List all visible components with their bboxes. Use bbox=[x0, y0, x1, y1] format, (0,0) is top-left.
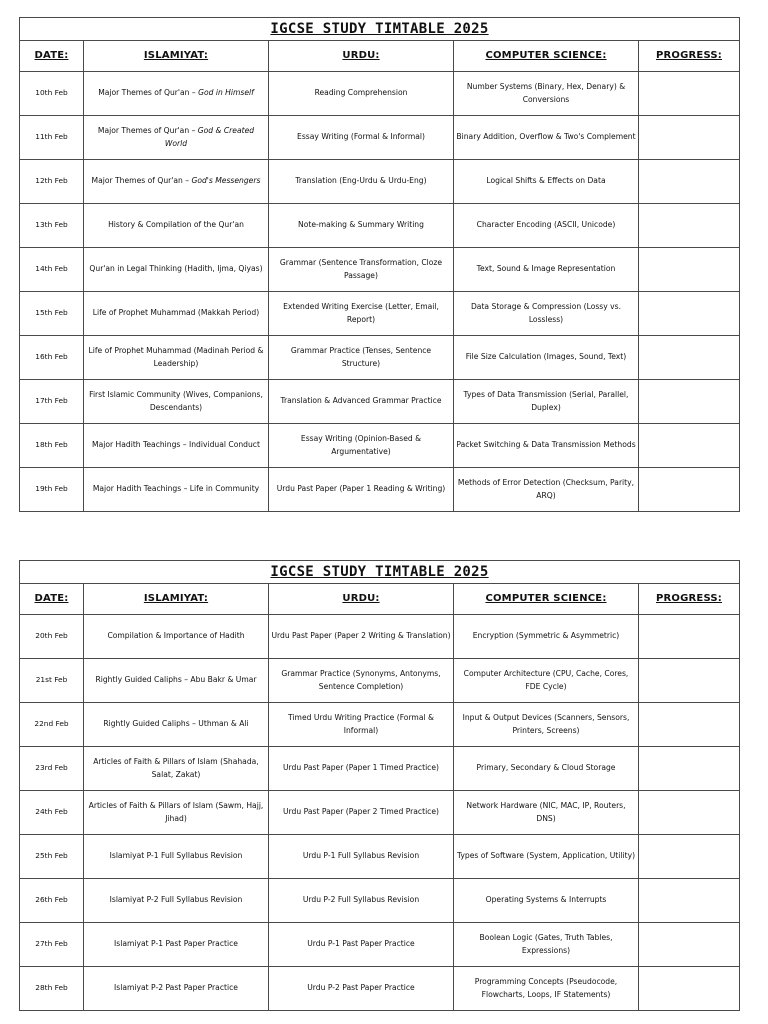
computer-science-cell: Data Storage & Compression (Lossy vs. Lossless) bbox=[454, 292, 639, 336]
islamiyat-header: ISLAMIYAT: bbox=[84, 584, 269, 615]
progress-cell[interactable] bbox=[639, 747, 740, 791]
islamiyat-topic: Islamiyat P-1 Full Syllabus Revision bbox=[109, 851, 243, 861]
date-cell: 19th Feb bbox=[20, 468, 84, 512]
computer-science-cell: Boolean Logic (Gates, Truth Tables, Expressions) bbox=[454, 923, 639, 967]
computer-science-cell: File Size Calculation (Images, Sound, Text) bbox=[454, 336, 639, 380]
table-row bbox=[20, 747, 740, 791]
progress-cell[interactable] bbox=[639, 204, 740, 248]
computer-science-cell: Binary Addition, Overflow & Two's Complement bbox=[454, 116, 639, 160]
islamiyat-cell bbox=[84, 380, 269, 424]
progress-cell[interactable] bbox=[639, 923, 740, 967]
table-row bbox=[20, 615, 740, 659]
islamiyat-cell bbox=[84, 336, 269, 380]
islamiyat-cell bbox=[84, 703, 269, 747]
progress-cell[interactable] bbox=[639, 659, 740, 703]
table-row bbox=[20, 424, 740, 468]
date-header: DATE: bbox=[20, 584, 84, 615]
computer-science-cell: Primary, Secondary & Cloud Storage bbox=[454, 747, 639, 791]
progress-cell[interactable] bbox=[639, 703, 740, 747]
table-row bbox=[20, 116, 740, 160]
computer-science-header: COMPUTER SCIENCE: bbox=[454, 41, 639, 72]
table-row bbox=[20, 879, 740, 923]
computer-science-cell: Network Hardware (NIC, MAC, IP, Routers, DNS) bbox=[454, 791, 639, 835]
progress-cell[interactable] bbox=[639, 160, 740, 204]
urdu-cell: Grammar Practice (Synonyms, Antonyms, Sentence Completion) bbox=[269, 659, 454, 703]
table-row bbox=[20, 703, 740, 747]
computer-science-cell: Methods of Error Detection (Checksum, Parity, ARQ) bbox=[454, 468, 639, 512]
computer-science-cell: Input & Output Devices (Scanners, Sensors, Printers, Screens) bbox=[454, 703, 639, 747]
computer-science-cell: Logical Shifts & Effects on Data bbox=[454, 160, 639, 204]
islamiyat-topic: Major Themes of Qur'an – bbox=[97, 126, 198, 135]
computer-science-header: COMPUTER SCIENCE: bbox=[454, 584, 639, 615]
progress-cell[interactable] bbox=[639, 835, 740, 879]
islamiyat-topic: Qur'an in Legal Thinking (Hadith, Ijma, Qiyas) bbox=[89, 264, 263, 274]
islamiyat-cell bbox=[84, 204, 269, 248]
header-row bbox=[20, 584, 740, 615]
table-row bbox=[20, 204, 740, 248]
computer-science-cell: Text, Sound & Image Representation bbox=[454, 248, 639, 292]
title-row bbox=[20, 18, 740, 41]
date-cell: 22nd Feb bbox=[20, 703, 84, 747]
islamiyat-cell bbox=[84, 879, 269, 923]
islamiyat-topic: Major Hadith Teachings – Individual Conduct bbox=[92, 440, 260, 450]
table-row bbox=[20, 835, 740, 879]
urdu-cell: Translation (Eng-Urdu & Urdu-Eng) bbox=[269, 160, 454, 204]
date-cell: 14th Feb bbox=[20, 248, 84, 292]
islamiyat-topic: Compilation & Importance of Hadith bbox=[107, 631, 245, 641]
date-cell: 26th Feb bbox=[20, 879, 84, 923]
islamiyat-topic: Articles of Faith & Pillars of Islam (Sawm, Hajj, Jihad) bbox=[88, 801, 264, 823]
islamiyat-cell bbox=[84, 615, 269, 659]
header-row bbox=[20, 41, 740, 72]
urdu-cell: Timed Urdu Writing Practice (Formal & Informal) bbox=[269, 703, 454, 747]
table-row bbox=[20, 336, 740, 380]
urdu-cell: Urdu P-2 Full Syllabus Revision bbox=[269, 879, 454, 923]
computer-science-cell: Number Systems (Binary, Hex, Denary) & Conversions bbox=[454, 72, 639, 116]
islamiyat-subtopic: God in Himself bbox=[198, 88, 254, 98]
urdu-cell: Urdu P-1 Past Paper Practice bbox=[269, 923, 454, 967]
islamiyat-cell bbox=[84, 923, 269, 967]
urdu-cell: Grammar Practice (Tenses, Sentence Structure) bbox=[269, 336, 454, 380]
table-row bbox=[20, 923, 740, 967]
islamiyat-header: ISLAMIYAT: bbox=[84, 41, 269, 72]
date-cell: 11th Feb bbox=[20, 116, 84, 160]
urdu-header: URDU: bbox=[269, 584, 454, 615]
urdu-cell: Urdu Past Paper (Paper 1 Timed Practice) bbox=[269, 747, 454, 791]
date-cell: 18th Feb bbox=[20, 424, 84, 468]
progress-cell[interactable] bbox=[639, 248, 740, 292]
progress-cell[interactable] bbox=[639, 879, 740, 923]
islamiyat-topic: Islamiyat P-2 Past Paper Practice bbox=[114, 983, 238, 993]
progress-cell[interactable] bbox=[639, 615, 740, 659]
urdu-cell: Reading Comprehension bbox=[269, 72, 454, 116]
date-cell: 16th Feb bbox=[20, 336, 84, 380]
urdu-cell: Note-making & Summary Writing bbox=[269, 204, 454, 248]
table-row bbox=[20, 248, 740, 292]
timetable-title: IGCSE STUDY TIMTABLE 2025 bbox=[20, 561, 740, 584]
progress-cell[interactable] bbox=[639, 967, 740, 1011]
progress-cell[interactable] bbox=[639, 791, 740, 835]
progress-header: PROGRESS: bbox=[639, 584, 740, 615]
islamiyat-cell bbox=[84, 747, 269, 791]
urdu-cell: Urdu Past Paper (Paper 1 Reading & Writing) bbox=[269, 468, 454, 512]
islamiyat-topic: Islamiyat P-2 Full Syllabus Revision bbox=[109, 895, 243, 905]
progress-cell[interactable] bbox=[639, 468, 740, 512]
table-row bbox=[20, 380, 740, 424]
progress-cell[interactable] bbox=[639, 292, 740, 336]
urdu-cell: Urdu P-2 Past Paper Practice bbox=[269, 967, 454, 1011]
urdu-cell: Urdu Past Paper (Paper 2 Timed Practice) bbox=[269, 791, 454, 835]
timetable-table bbox=[19, 560, 740, 1011]
computer-science-cell: Packet Switching & Data Transmission Methods bbox=[454, 424, 639, 468]
title-row bbox=[20, 561, 740, 584]
table-row bbox=[20, 967, 740, 1011]
islamiyat-cell bbox=[84, 116, 269, 160]
table-row bbox=[20, 160, 740, 204]
urdu-cell: Essay Writing (Opinion-Based & Argumentative) bbox=[269, 424, 454, 468]
computer-science-cell: Encryption (Symmetric & Asymmetric) bbox=[454, 615, 639, 659]
progress-cell[interactable] bbox=[639, 380, 740, 424]
progress-cell[interactable] bbox=[639, 116, 740, 160]
date-cell: 21st Feb bbox=[20, 659, 84, 703]
date-cell: 24th Feb bbox=[20, 791, 84, 835]
islamiyat-subtopic: God's Messengers bbox=[191, 176, 261, 186]
islamiyat-topic: Life of Prophet Muhammad (Madinah Period & Leadership) bbox=[88, 346, 264, 368]
table-row bbox=[20, 791, 740, 835]
islamiyat-topic: First Islamic Community (Wives, Companions, Descendants) bbox=[89, 390, 263, 412]
computer-science-cell: Types of Data Transmission (Serial, Parallel, Duplex) bbox=[454, 380, 639, 424]
islamiyat-cell bbox=[84, 424, 269, 468]
islamiyat-topic: Major Hadith Teachings – Life in Community bbox=[92, 484, 260, 494]
date-cell: 23rd Feb bbox=[20, 747, 84, 791]
islamiyat-cell bbox=[84, 72, 269, 116]
islamiyat-topic: Life of Prophet Muhammad (Makkah Period) bbox=[92, 308, 260, 318]
islamiyat-topic: Rightly Guided Caliphs – Uthman & Ali bbox=[103, 719, 249, 729]
date-cell: 10th Feb bbox=[20, 72, 84, 116]
computer-science-cell: Character Encoding (ASCII, Unicode) bbox=[454, 204, 639, 248]
islamiyat-cell bbox=[84, 659, 269, 703]
computer-science-cell: Operating Systems & Interrupts bbox=[454, 879, 639, 923]
islamiyat-cell bbox=[84, 468, 269, 512]
date-header: DATE: bbox=[20, 41, 84, 72]
islamiyat-cell bbox=[84, 967, 269, 1011]
islamiyat-topic: Rightly Guided Caliphs – Abu Bakr & Umar bbox=[95, 675, 257, 685]
table-row bbox=[20, 659, 740, 703]
urdu-cell: Translation & Advanced Grammar Practice bbox=[269, 380, 454, 424]
date-cell: 17th Feb bbox=[20, 380, 84, 424]
urdu-cell: Essay Writing (Formal & Informal) bbox=[269, 116, 454, 160]
islamiyat-cell bbox=[84, 791, 269, 835]
progress-cell[interactable] bbox=[639, 336, 740, 380]
urdu-cell: Extended Writing Exercise (Letter, Email, Report) bbox=[269, 292, 454, 336]
islamiyat-cell bbox=[84, 292, 269, 336]
islamiyat-topic: Islamiyat P-1 Past Paper Practice bbox=[114, 939, 238, 949]
timetable-table bbox=[19, 17, 740, 512]
date-cell: 28th Feb bbox=[20, 967, 84, 1011]
urdu-cell: Grammar (Sentence Transformation, Cloze Passage) bbox=[269, 248, 454, 292]
table-row bbox=[20, 72, 740, 116]
progress-cell[interactable] bbox=[639, 424, 740, 468]
date-cell: 25th Feb bbox=[20, 835, 84, 879]
urdu-cell: Urdu Past Paper (Paper 2 Writing & Translation) bbox=[269, 615, 454, 659]
islamiyat-topic: History & Compilation of the Qur'an bbox=[108, 220, 244, 230]
date-cell: 27th Feb bbox=[20, 923, 84, 967]
timetable-title: IGCSE STUDY TIMTABLE 2025 bbox=[20, 18, 740, 41]
progress-cell[interactable] bbox=[639, 72, 740, 116]
timetable-sheet-1 bbox=[19, 17, 739, 512]
computer-science-cell: Types of Software (System, Application, Utility) bbox=[454, 835, 639, 879]
islamiyat-cell bbox=[84, 160, 269, 204]
table-row bbox=[20, 468, 740, 512]
islamiyat-topic: Major Themes of Qur'an – bbox=[98, 88, 199, 98]
islamiyat-cell bbox=[84, 835, 269, 879]
date-cell: 20th Feb bbox=[20, 615, 84, 659]
islamiyat-topic: Articles of Faith & Pillars of Islam (Shahada, Salat, Zakat) bbox=[93, 757, 259, 779]
date-cell: 15th Feb bbox=[20, 292, 84, 336]
table-row bbox=[20, 292, 740, 336]
islamiyat-cell bbox=[84, 248, 269, 292]
computer-science-cell: Programming Concepts (Pseudocode, Flowcharts, Loops, IF Statements) bbox=[454, 967, 639, 1011]
timetable-sheet-2 bbox=[19, 560, 739, 1011]
date-cell: 12th Feb bbox=[20, 160, 84, 204]
progress-header: PROGRESS: bbox=[639, 41, 740, 72]
date-cell: 13th Feb bbox=[20, 204, 84, 248]
urdu-cell: Urdu P-1 Full Syllabus Revision bbox=[269, 835, 454, 879]
urdu-header: URDU: bbox=[269, 41, 454, 72]
islamiyat-topic: Major Themes of Qur'an – bbox=[91, 176, 192, 186]
computer-science-cell: Computer Architecture (CPU, Cache, Cores, FDE Cycle) bbox=[454, 659, 639, 703]
islamiyat-subtopic: God & Created World bbox=[164, 126, 255, 148]
